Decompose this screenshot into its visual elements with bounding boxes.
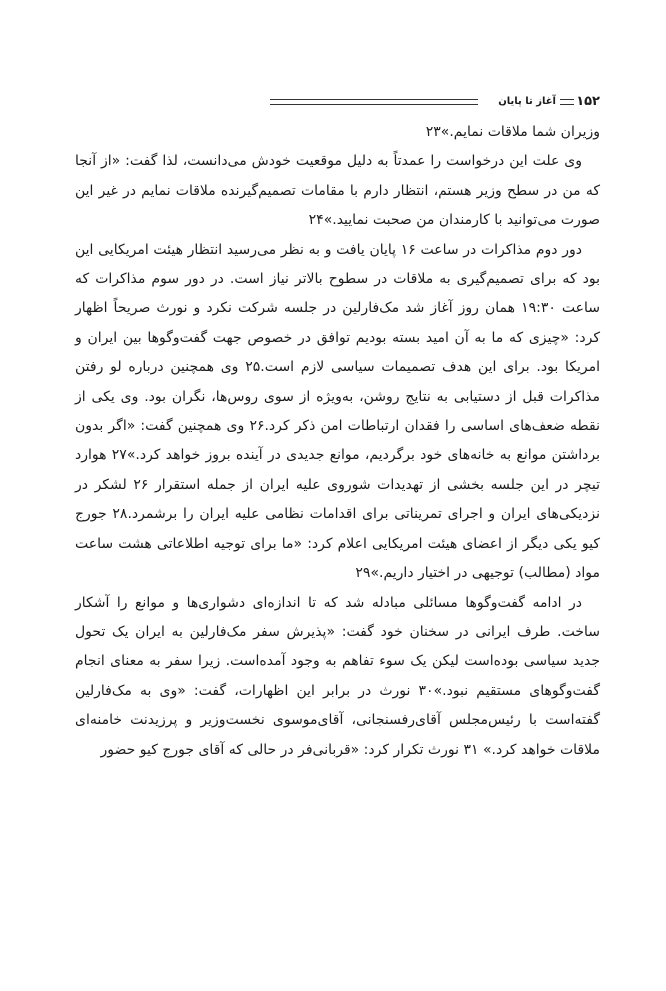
body-text [75, 118, 600, 765]
running-title: آغاز تا پایان [498, 96, 556, 107]
header-rule [270, 99, 478, 105]
header-ornament [560, 99, 574, 105]
paragraph-2: وی علت این درخواست را عمدتاً به دلیل موقعیت خودش می‌دانست، لذا گفت: «از آنجا که من در سطح وزیر هستم، انتظار دارم با مقامات تصمیم‌گیرنده ملاقات نمایم در غیر این صورت می‌توانید با کارمندان من صحبت نمایید.»۲۴ [75, 153, 600, 229]
paragraph-3: دور دوم مذاکرات در ساعت ۱۶ پایان یافت و به نظر می‌رسید انتظار هیئت امریکایی این بود که برای تصمیم‌گیری به ملاقات در سطوح بالاتر نیاز است. در دور سوم مذاکرات که ساعت ۱۹:۳۰ همان روز آغاز شد مک‌فارلین در جلسه شرکت نکرد و نورث صریحاً اظهار کرد: «چیزی که ما به آن امید بسته بودیم توافق در خصوص جهت گفت‌وگوها بین ایران و امریکا بود. برای این هدف تصمیمات سیاسی لازم است.۲۵ وی همچنین درباره لو رفتن مذاکرات قبل از دستیابی به نتایج روشن، به‌ویژه از سوی روس‌ها، نگران بود. وی یکی از نقطه ضعف‌های اساسی را فقدان ارتباطات امن ذکر کرد.۲۶ وی همچنین گفت: «اگر بدون برداشتن موانع به خانه‌های خود برگردیم، موانع جدیدی در آینده بروز خواهد کرد.»۲۷ هوارد تیچر در این جلسه بخشی از تهدیدات شوروی علیه ایران از جمله استقرار ۲۶ لشکر در نزدیکی‌های ایران و اجرای تمریناتی برای اقدامات نظامی علیه ایران را برشمرد.۲۸ جورج کیو یکی دیگر از اعضای هیئت امریکایی اعلام کرد: «ما برای توجیه اطلاعاتی هشت ساعت مواد (مطالب) توجیهی در اختیار داریم.»۲۹ [75, 241, 601, 582]
page-header [270, 92, 600, 112]
paragraph-4: در ادامه گفت‌وگوها مسائلی مبادله شد که تا اندازه‌ای دشواری‌ها و موانع را آشکار ساخت. طرف ایرانی در سخنان خود گفت: «پذیرش سفر مک‌فارلین به ایران یک تحول جدید سیاسی بوده‌است لیکن یک سوء تفاهم به وجود آمده‌است. زیرا سفر به معنای انجام گفت‌وگوهای مستقیم نبود.»۳۰ نورث در برابر این اظهارات، گفت: «وی به مک‌فارلین گفته‌است با رئیس‌مجلس آقای‌رفسنجانی، آقای‌موسوی نخست‌وزیر و پرزیدنت خامنه‌ای ملاقات خواهد کرد.» ۳۱ نورث تکرار کرد: «قربانی‌فر در حالی که آقای جورج کیو حضور [75, 594, 600, 758]
paragraph-1: وزیران شما ملاقات نمایم.»۲۳ [425, 124, 600, 140]
page-number: ۱۵۲ [576, 94, 600, 109]
